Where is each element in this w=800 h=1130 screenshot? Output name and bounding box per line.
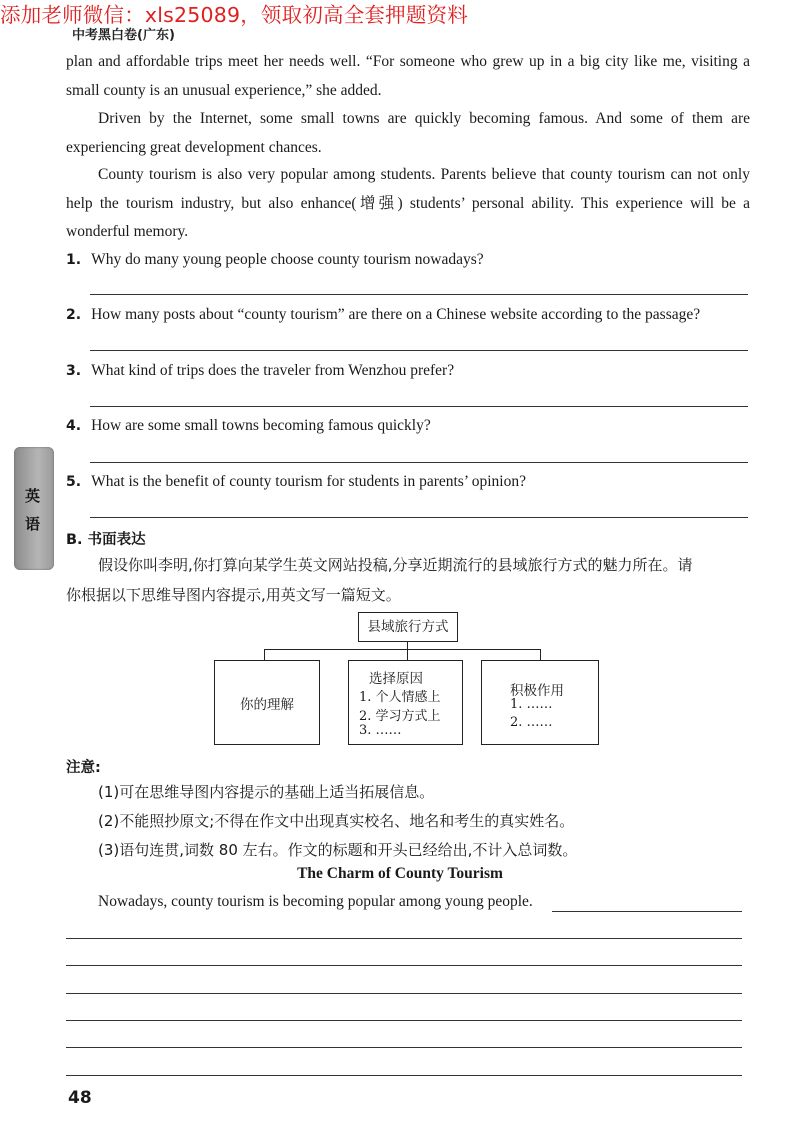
essay-line[interactable] [66,1020,742,1021]
note-item-3: (3)语句连贯,词数 80 左右。作文的标题和开头已经给出,不计入总词数。 [98,841,578,859]
essay-line[interactable] [66,1075,742,1076]
mindmap-reason-item: 1. 个人情感上 [359,690,441,705]
question-5 [66,470,750,494]
mindmap-connector [264,649,541,650]
subject-side-tab [14,447,54,570]
mindmap-effect-item: 1. …… [510,697,553,712]
side-tab-char-1: 英 [25,487,41,505]
essay-opening-sentence: Nowadays, county tourism is becoming popular among young people. [98,893,533,910]
passage-paragraph-2: Driven by the Internet, some small towns are quickly becoming famous. And some of them are experiencing great development chances. [66,110,750,156]
question-3 [66,359,750,383]
writing-prompt-line-2: 你根据以下思维导图内容提示,用英文写一篇短文。 [66,586,401,604]
answer-line-1[interactable] [90,294,748,295]
question-number: 5. [66,474,82,490]
section-b-title: B. 书面表达 [66,532,146,548]
mindmap-understanding-box [214,660,320,745]
passage-paragraph-1: plan and affordable trips meet her needs well. “For someone who grew up in a big city like me, visiting a small county is an unusual experience,” she added. [66,53,750,99]
mindmap-reasons-title: 选择原因 [369,671,423,687]
mindmap-reason-item: 3. …… [359,723,402,738]
answer-line-2[interactable] [90,350,748,351]
writing-prompt-line-1: 假设你叫李明,你打算向某学生英文网站投稿,分享近期流行的县域旅行方式的魅力所在。请 [98,556,693,574]
essay-line[interactable] [66,938,742,939]
mindmap-root-box [358,612,458,642]
page-header: 中考黑白卷(广东) [72,28,175,43]
answer-line-5[interactable] [90,517,748,518]
essay-line[interactable] [66,993,742,994]
question-number: 3. [66,363,82,379]
question-number: 1. [66,252,82,268]
passage-paragraph-3: County tourism is also very popular among students. Parents believe that county tourism can not only help the tourism industry, but also enhance(增强) students’ personal ability. This experience will be a wonderful memory. [66,166,750,241]
essay-line[interactable] [66,1047,742,1048]
question-text: How many posts about “county tourism” are there on a Chinese website according to the passage? [91,306,701,323]
question-4 [66,414,750,438]
question-text: What is the benefit of county tourism for students in parents’ opinion? [91,473,526,490]
essay-line[interactable] [552,911,742,912]
side-tab-char-2: 语 [25,515,41,533]
note-item-1: (1)可在思维导图内容提示的基础上适当拓展信息。 [98,783,435,801]
essay-line[interactable] [66,965,742,966]
mindmap-effect-item: 2. …… [510,715,553,730]
question-text: What kind of trips does the traveler from Wenzhou prefer? [91,362,455,379]
watermark-text: 添加老师微信：xls25089，领取初高全套押题资料 [0,3,468,27]
mindmap-reason-item: 2. 学习方式上 [359,709,441,724]
question-text: Why do many young people choose county tourism nowadays? [91,251,484,268]
page-number: 48 [68,1088,92,1108]
mindmap-effects-box [481,660,599,745]
mindmap-effects-title: 积极作用 [510,683,564,699]
answer-line-4[interactable] [90,462,748,463]
question-2 [66,303,750,327]
mindmap-understanding-label: 你的理解 [240,697,294,713]
question-number: 2. [66,307,82,323]
mindmap-reasons-box [348,660,463,745]
question-1 [66,248,750,272]
mindmap-root-label: 县域旅行方式 [367,619,449,635]
question-text: How are some small towns becoming famous quickly? [91,417,431,434]
answer-line-3[interactable] [90,406,748,407]
note-item-2: (2)不能照抄原文;不得在作文中出现真实校名、地名和考生的真实姓名。 [98,812,575,830]
question-number: 4. [66,418,82,434]
essay-title: The Charm of County Tourism [297,865,503,882]
notes-title: 注意: [66,760,101,776]
